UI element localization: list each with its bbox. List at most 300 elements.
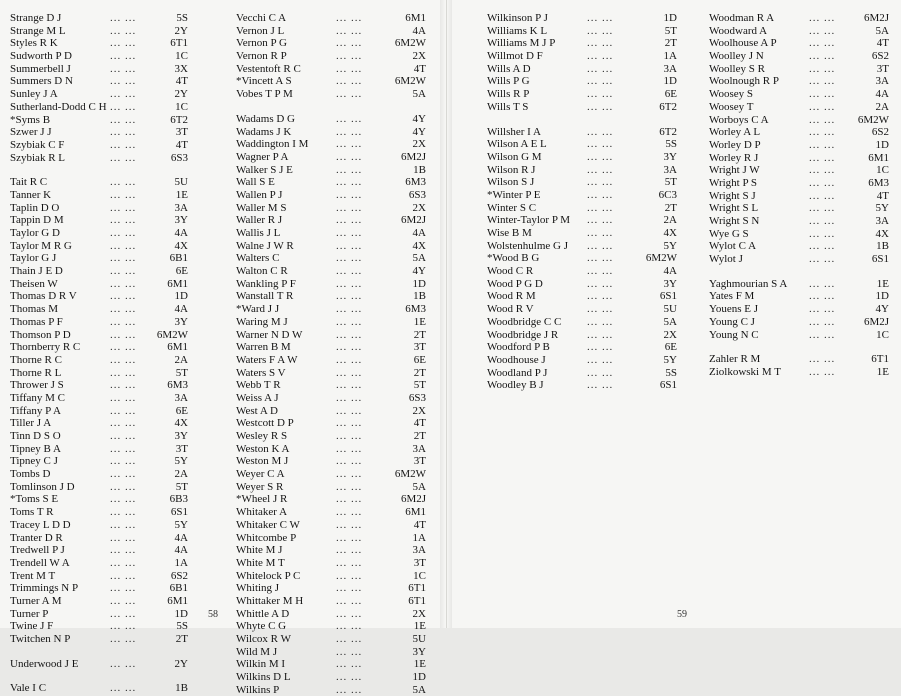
- entry-name: Theisen W: [10, 277, 58, 290]
- entry-code: 2T: [175, 633, 188, 645]
- entry-name: Tranter D R: [10, 531, 63, 544]
- dot-leader: ... ...: [110, 341, 137, 354]
- entry-code: 4A: [663, 265, 677, 278]
- page-58: [0, 0, 446, 696]
- dot-leader: ... ...: [110, 188, 137, 201]
- name-column-1: [10, 12, 188, 695]
- name-column-2: [236, 12, 426, 696]
- entry-code: 4A: [412, 24, 426, 37]
- dot-leader: ... ...: [336, 556, 363, 569]
- entry-code: 4X: [174, 239, 188, 252]
- directory-entry: [709, 126, 889, 139]
- directory-entry: [487, 164, 677, 177]
- entry-name: Turner A M: [10, 594, 62, 607]
- directory-entry: [487, 303, 677, 316]
- entry-name: Waddington I M: [236, 138, 309, 151]
- entry-code: 3A: [412, 544, 426, 557]
- directory-entry: [487, 341, 677, 354]
- directory-entry: [10, 265, 188, 278]
- entry-code: 5A: [412, 683, 426, 696]
- dot-leader: ... ...: [587, 201, 614, 214]
- entry-name: Thain J E D: [10, 265, 63, 278]
- entry-code: 3Y: [174, 315, 188, 328]
- entry-name: Vestentoft R C: [236, 62, 301, 75]
- entry-code: 4T: [413, 62, 426, 75]
- directory-entry: [487, 240, 677, 253]
- entry-name: *Wheel J R: [236, 493, 288, 506]
- entry-name: Woodley B J: [487, 379, 544, 392]
- directory-entry: [236, 570, 426, 583]
- entry-code: 2A: [875, 100, 889, 113]
- entry-name: White M T: [236, 556, 285, 569]
- dot-leader: ... ...: [336, 125, 363, 138]
- entry-name: Wadams D G: [236, 112, 295, 125]
- entry-code: 6E: [664, 88, 677, 101]
- directory-entry: [10, 101, 188, 114]
- entry-code: 3A: [875, 75, 889, 88]
- directory-entry: [236, 12, 426, 25]
- entry-name: Yates F M: [709, 290, 755, 303]
- entry-code: 6T1: [408, 594, 426, 607]
- entry-name: Ziolkowski M T: [709, 365, 781, 378]
- directory-entry: [709, 278, 889, 291]
- entry-code: 4X: [174, 417, 188, 430]
- directory-entry: [487, 189, 677, 202]
- entry-name: Underwood J E: [10, 657, 79, 670]
- directory-entry: [10, 50, 188, 63]
- directory-entry: [487, 126, 677, 139]
- dot-leader: ... ...: [110, 37, 137, 50]
- entry-code: 6B1: [169, 252, 188, 265]
- entry-name: Wilkinson P J: [487, 12, 548, 24]
- directory-entry: [709, 88, 889, 101]
- dot-leader: ... ...: [809, 75, 836, 88]
- entry-code: 1E: [876, 277, 889, 290]
- entry-code: 3A: [663, 62, 677, 75]
- entry-name: Tombs D: [10, 468, 51, 481]
- directory-entry: [487, 367, 677, 380]
- entry-name: Wanstall T R: [236, 290, 294, 303]
- dot-leader: ... ...: [587, 214, 614, 227]
- directory-entry: [236, 430, 426, 443]
- entry-name: Tipney B A: [10, 442, 61, 455]
- dot-leader: ... ...: [809, 290, 836, 303]
- entry-code: 5U: [174, 176, 188, 189]
- entry-code: 6M2W: [394, 37, 426, 50]
- entry-code: 2X: [412, 201, 426, 214]
- entry-name: Tiffany M C: [10, 391, 66, 404]
- entry-code: 6T1: [871, 353, 889, 366]
- entry-name: Youens E J: [709, 303, 759, 316]
- dot-leader: ... ...: [809, 215, 836, 227]
- entry-code: 2X: [412, 607, 426, 620]
- dot-leader: ... ...: [587, 188, 614, 201]
- entry-name: Walne J W R: [236, 239, 294, 252]
- dot-leader: ... ...: [587, 239, 614, 252]
- entry-name: Vale I C: [10, 682, 47, 695]
- entry-name: Woodland P J: [487, 366, 548, 379]
- entry-code: 2T: [413, 366, 426, 379]
- dot-leader: ... ...: [110, 328, 137, 341]
- entry-code: 3T: [413, 455, 426, 468]
- entry-name: Woodford P B: [487, 341, 550, 354]
- directory-entry: [709, 37, 889, 50]
- dot-leader: ... ...: [336, 138, 363, 151]
- dot-leader: ... ...: [809, 138, 836, 151]
- entry-code: 1B: [413, 290, 426, 303]
- entry-name: Warner N D W: [236, 328, 303, 341]
- directory-entry: [236, 63, 426, 76]
- entry-code: 5A: [412, 252, 426, 265]
- entry-name: Taylor G J: [10, 252, 57, 265]
- directory-entry: [709, 353, 889, 366]
- dot-leader: ... ...: [809, 202, 836, 215]
- directory-entry: [236, 164, 426, 177]
- entry-code: 1E: [175, 188, 188, 201]
- entry-name: Vernon R P: [236, 50, 287, 63]
- directory-entry: [236, 506, 426, 519]
- directory-entry: [236, 608, 426, 621]
- entry-name: Woodbridge C C: [487, 315, 562, 328]
- entry-name: Zahler R M: [709, 353, 761, 366]
- directory-entry: [10, 633, 188, 646]
- dot-leader: ... ...: [587, 252, 614, 265]
- entry-name: Whitaker A: [236, 506, 288, 519]
- directory-entry: [487, 37, 677, 50]
- entry-code: 2A: [174, 468, 188, 481]
- entry-code: 1C: [175, 50, 188, 63]
- dot-leader: ... ...: [110, 417, 137, 430]
- entry-code: 3T: [413, 556, 426, 569]
- entry-code: 4A: [174, 227, 188, 239]
- dot-leader: ... ...: [110, 227, 137, 239]
- entry-code: 1E: [413, 315, 426, 328]
- directory-entry: [236, 37, 426, 50]
- directory-entry: [236, 405, 426, 418]
- dot-leader: ... ...: [587, 290, 614, 303]
- dot-leader: ... ...: [110, 682, 137, 695]
- directory-entry: [236, 519, 426, 532]
- dot-leader: ... ...: [110, 88, 137, 101]
- dot-leader: ... ...: [336, 62, 363, 75]
- entry-name: Wallen P J: [236, 188, 283, 201]
- directory-entry: [10, 88, 188, 101]
- directory-entry: [10, 214, 188, 227]
- dot-leader: ... ...: [809, 126, 836, 139]
- entry-code: 3A: [174, 201, 188, 214]
- dot-leader: ... ...: [336, 633, 363, 645]
- entry-code: 6M3: [405, 176, 426, 189]
- entry-name: Waller M S: [236, 201, 287, 214]
- entry-name: Worley R J: [709, 151, 759, 164]
- entry-name: Wills R P: [487, 88, 530, 101]
- dot-leader: ... ...: [110, 265, 137, 278]
- entry-name: Twine J F: [10, 620, 54, 633]
- dot-leader: ... ...: [809, 164, 836, 177]
- directory-entry: [709, 316, 889, 329]
- dot-leader: ... ...: [809, 12, 836, 24]
- dot-leader: ... ...: [336, 37, 363, 50]
- entry-code: 6S2: [871, 50, 889, 63]
- dot-leader: ... ...: [587, 353, 614, 366]
- entry-code: 3X: [174, 62, 188, 75]
- dot-leader: ... ...: [809, 315, 836, 328]
- directory-entry: [10, 379, 188, 392]
- entry-code: 2T: [413, 430, 426, 442]
- entry-name: Summerbell J: [10, 62, 71, 75]
- dot-leader: ... ...: [336, 417, 363, 430]
- entry-code: 6S3: [170, 151, 188, 164]
- entry-name: Wylot C A: [709, 240, 757, 253]
- dot-leader: ... ...: [110, 569, 137, 582]
- directory-entry: [236, 379, 426, 392]
- dot-leader: ... ...: [110, 556, 137, 569]
- dot-leader: ... ...: [336, 620, 363, 633]
- entry-code: 6M3: [868, 176, 889, 189]
- dot-leader: ... ...: [809, 365, 836, 378]
- dot-leader: ... ...: [336, 607, 363, 620]
- directory-entry: [236, 138, 426, 151]
- dot-leader: ... ...: [336, 75, 363, 88]
- directory-entry: [10, 506, 188, 519]
- entry-name: Tiffany P A: [10, 404, 61, 417]
- entry-code: 2A: [663, 214, 677, 227]
- dot-leader: ... ...: [336, 214, 363, 227]
- directory-entry: [236, 290, 426, 303]
- directory-entry: [236, 582, 426, 595]
- directory-entry: [10, 532, 188, 545]
- entry-name: Thrower J S: [10, 379, 64, 392]
- directory-entry: [487, 101, 677, 114]
- dot-leader: ... ...: [336, 480, 363, 493]
- entry-name: Williams M J P: [487, 37, 556, 50]
- entry-code: 6M2W: [394, 75, 426, 88]
- entry-name: Vernon P G: [236, 37, 287, 50]
- dot-leader: ... ...: [336, 582, 363, 595]
- dot-leader: ... ...: [336, 227, 363, 239]
- dot-leader: ... ...: [336, 404, 363, 417]
- directory-entry: [487, 354, 677, 367]
- entry-name: Tait R C: [10, 176, 48, 189]
- dot-leader: ... ...: [110, 277, 137, 290]
- entry-name: Wilson G M: [487, 150, 542, 163]
- entry-code: 4T: [413, 417, 426, 430]
- directory-entry: [10, 620, 188, 633]
- entry-name: Wylot J: [709, 253, 743, 266]
- entry-name: Tiller J A: [10, 417, 52, 430]
- directory-entry: [10, 37, 188, 50]
- entry-name: Williams K L: [487, 24, 548, 37]
- directory-entry: [709, 240, 889, 253]
- directory-entry: [10, 329, 188, 342]
- dot-leader: ... ...: [110, 62, 137, 75]
- directory-entry: [487, 227, 677, 240]
- entry-code: 6T1: [408, 582, 426, 595]
- entry-code: 5Y: [663, 239, 677, 252]
- directory-entry: [236, 392, 426, 405]
- dot-leader: ... ...: [110, 366, 137, 379]
- directory-entry: [10, 189, 188, 202]
- entry-name: Wills A D: [487, 62, 531, 75]
- directory-entry: [10, 227, 188, 240]
- directory-entry: [709, 12, 889, 25]
- entry-name: Whitaker C W: [236, 518, 300, 531]
- entry-name: Turner P: [10, 607, 49, 620]
- dot-leader: ... ...: [587, 315, 614, 328]
- dot-leader: ... ...: [110, 100, 137, 113]
- directory-entry: [709, 75, 889, 88]
- entry-name: Wesley R S: [236, 430, 288, 442]
- entry-name: Young N C: [709, 328, 759, 341]
- directory-entry: [709, 50, 889, 63]
- dot-leader: ... ...: [809, 176, 836, 189]
- entry-code: 4T: [175, 138, 188, 151]
- entry-code: 1C: [876, 164, 889, 177]
- directory-entry: [10, 417, 188, 430]
- entry-code: 6M2W: [156, 328, 188, 341]
- entry-name: Webb T R: [236, 379, 281, 392]
- entry-name: Tredwell P J: [10, 544, 65, 557]
- entry-code: 4X: [663, 227, 677, 239]
- entry-code: 1C: [876, 328, 889, 341]
- directory-entry: [236, 646, 426, 659]
- entry-name: Walters C: [236, 252, 280, 265]
- directory-entry: [10, 354, 188, 367]
- dot-leader: ... ...: [587, 227, 614, 239]
- dot-leader: ... ...: [809, 113, 836, 126]
- entry-code: 3A: [412, 442, 426, 455]
- directory-entry: [709, 366, 889, 379]
- directory-entry: [10, 608, 188, 621]
- entry-code: 6S1: [170, 506, 188, 519]
- directory-entry: [487, 63, 677, 76]
- directory-entry: [236, 684, 426, 696]
- entry-name: Whiting J: [236, 582, 280, 595]
- entry-code: 5T: [664, 176, 677, 189]
- dot-leader: ... ...: [587, 277, 614, 290]
- dot-leader: ... ...: [336, 506, 363, 519]
- entry-code: 3T: [175, 126, 188, 139]
- dot-leader: ... ...: [110, 531, 137, 544]
- entry-code: 6T2: [170, 113, 188, 126]
- entry-code: 4T: [175, 75, 188, 88]
- directory-entry: [709, 202, 889, 215]
- directory-entry: [487, 75, 677, 88]
- dot-leader: ... ...: [809, 253, 836, 266]
- directory-entry: [487, 316, 677, 329]
- directory-entry: [10, 252, 188, 265]
- dot-leader: ... ...: [336, 112, 363, 125]
- dot-leader: ... ...: [587, 138, 614, 151]
- entry-name: Toms T R: [10, 506, 54, 519]
- entry-code: 6E: [175, 404, 188, 417]
- entry-code: 6E: [664, 341, 677, 354]
- entry-name: Walton C R: [236, 265, 288, 278]
- dot-leader: ... ...: [110, 594, 137, 607]
- dot-leader: ... ...: [336, 239, 363, 252]
- entry-name: Weiss A J: [236, 391, 279, 404]
- entry-code: 1E: [876, 365, 889, 378]
- directory-entry: [236, 493, 426, 506]
- directory-entry: [10, 176, 188, 189]
- entry-name: Wright P S: [709, 176, 758, 189]
- directory-entry: [709, 190, 889, 203]
- dot-leader: ... ...: [110, 75, 137, 88]
- entry-name: Thornberry R C: [10, 341, 81, 354]
- dot-leader: ... ...: [809, 62, 836, 75]
- dot-leader: ... ...: [110, 442, 137, 455]
- entry-name: Wood R M: [487, 290, 536, 303]
- entry-code: 1B: [876, 240, 889, 253]
- directory-entry: [10, 341, 188, 354]
- dot-leader: ... ...: [110, 50, 137, 63]
- entry-name: Sunley J A: [10, 88, 58, 101]
- entry-code: 6S2: [170, 569, 188, 582]
- entry-code: 4A: [875, 88, 889, 101]
- entry-name: *Ward J J: [236, 303, 280, 316]
- dot-leader: ... ...: [110, 12, 137, 24]
- dot-leader: ... ...: [336, 518, 363, 531]
- entry-code: 1D: [174, 607, 188, 620]
- dot-leader: ... ...: [809, 151, 836, 164]
- entry-code: 6M2J: [400, 493, 426, 506]
- directory-entry: [236, 633, 426, 646]
- dot-leader: ... ...: [336, 252, 363, 265]
- entry-code: 3A: [875, 215, 889, 227]
- entry-name: Wood C R: [487, 265, 534, 278]
- entry-code: 1A: [663, 50, 677, 63]
- dot-leader: ... ...: [809, 100, 836, 113]
- entry-code: 5T: [175, 366, 188, 379]
- entry-code: 6E: [413, 353, 426, 366]
- entry-name: Thomas M: [10, 303, 58, 316]
- entry-name: Weyer C A: [236, 468, 285, 481]
- entry-name: Wall S E: [236, 176, 275, 189]
- dot-leader: ... ...: [809, 88, 836, 101]
- entry-code: 2Y: [174, 24, 188, 37]
- dot-leader: ... ...: [110, 633, 137, 645]
- directory-entry: [236, 557, 426, 570]
- directory-entry: [236, 671, 426, 684]
- entry-code: 3Y: [663, 277, 677, 290]
- entry-code: 1E: [413, 620, 426, 633]
- directory-entry: [10, 595, 188, 608]
- entry-code: 3T: [876, 62, 889, 75]
- entry-name: Wilkins D L: [236, 671, 291, 684]
- entry-name: Walker S J E: [236, 163, 293, 176]
- entry-code: 5A: [412, 480, 426, 493]
- dot-leader: ... ...: [336, 176, 363, 189]
- dot-leader: ... ...: [336, 353, 363, 366]
- entry-code: 2X: [412, 404, 426, 417]
- entry-code: 6M2J: [400, 214, 426, 227]
- entry-name: *Toms S E: [10, 493, 59, 506]
- entry-name: Strange M L: [10, 24, 66, 37]
- entry-name: *Vincett A S: [236, 75, 292, 88]
- entry-name: Wilkin M I: [236, 658, 286, 671]
- entry-code: 3Y: [174, 214, 188, 227]
- directory-entry: [487, 202, 677, 215]
- entry-name: West A D: [236, 404, 278, 417]
- entry-name: Tanner K: [10, 188, 52, 201]
- entry-code: 1C: [413, 569, 426, 582]
- entry-name: Yaghmourian S A: [709, 277, 788, 290]
- dot-leader: ... ...: [336, 328, 363, 341]
- entry-code: 5S: [176, 12, 188, 24]
- entry-code: 5T: [664, 24, 677, 37]
- dot-leader: ... ...: [110, 391, 137, 404]
- directory-entry: [236, 202, 426, 215]
